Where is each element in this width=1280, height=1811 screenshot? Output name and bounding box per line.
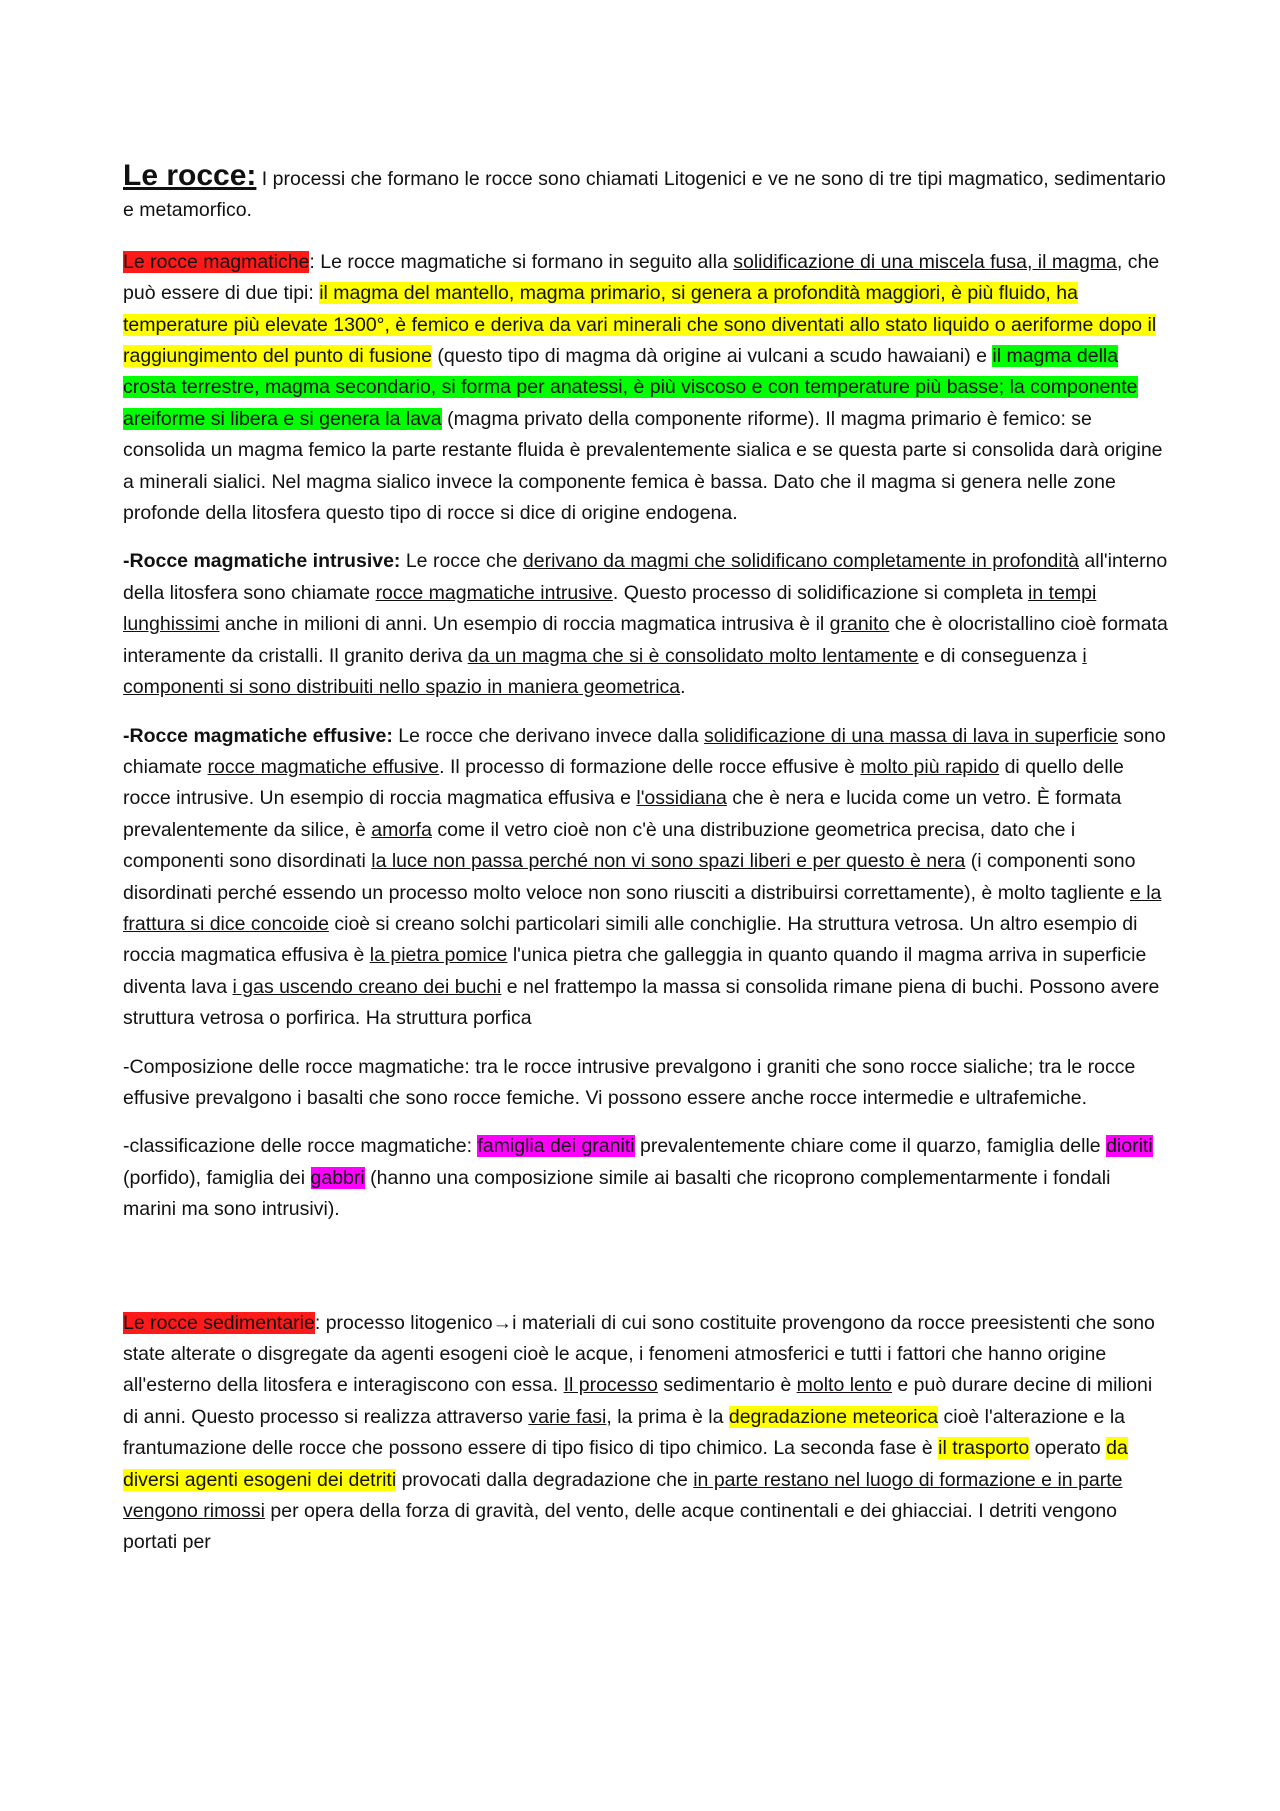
highlighted-text: famiglia dei graniti: [477, 1135, 635, 1158]
intrusive-paragraph: [123, 546, 1168, 703]
text-run: anche in milioni di anni. Un esempio di roccia magmatica intrusiva è il: [219, 613, 830, 636]
text-run: Le rocce che derivano invece dalla: [392, 724, 704, 747]
underlined-text: varie fasi: [528, 1405, 607, 1428]
underlined-text: granito: [829, 613, 890, 636]
text-run: e di conseguenza: [918, 644, 1083, 667]
underlined-text: rocce magmatiche intrusive: [375, 581, 613, 604]
rocce-sedimentarie-paragraph: [123, 1308, 1168, 1559]
text-run: (i componenti sono disordinati perché essendo un processo molto veloce non sono riusciti a distribuirsi correttamente), è molto tagliente: [123, 850, 1136, 904]
text-run: che può essere di due tipi:: [123, 250, 1160, 305]
underlined-text: solidificazione di una miscela fusa, il magma,: [733, 250, 1123, 273]
highlighted-text: degradazione meteorica: [728, 1405, 939, 1428]
text-run: che è olocristallino cioè formata interamente da cristalli. Il granito deriva: [123, 613, 1168, 667]
underlined-text: i componenti si sono distribuiti nello spazio in maniera geometrica: [123, 644, 1087, 699]
text-run: .: [680, 676, 686, 699]
highlighted-text: da diversi agenti esogeni dei detriti: [123, 1437, 1128, 1491]
text-run: e nel frattempo la massa si consolida rimane piena di buchi. Possono avere struttura vetrosa o porfirica. Ha struttura porfica: [123, 975, 1160, 1030]
text-run: . Il processo di formazione delle rocce effusive è: [439, 755, 861, 778]
text-run: (magma privato della componente riforme). Il magma primario è femico: se consolida un magma femico la parte restante fluida è prevalentemente sialica e se questa parte si consolida darà origine a minerali sialici. Nel magma sialico invece la componente femica è bassa. Dato che il magma si genera nelle zone profonde della litosfera questo tipo di rocce si dice di origine endogena.: [123, 407, 1163, 525]
underlined-text: l'ossidiana: [636, 787, 727, 810]
text-run: : processo litogenico→i materiali di cui sono costituite provengono da rocce preesistenti che sono state alterate o disgregate da agenti esogeni cioè le acque, i fenomeni atmosferici e tutti i fattori che hanno origine all'esterno della litosfera e interagiscono con essa.: [123, 1311, 1155, 1397]
text-run: . Questo processo di solidificazione si completa: [612, 581, 1029, 604]
underlined-text: molto lento: [796, 1374, 892, 1397]
text-run: come il vetro cioè non c'è una distribuzione geometrica precisa, dato che i componenti sono disordinati: [123, 818, 1076, 873]
underlined-text: da un magma che si è consolidato molto lentamente: [467, 644, 919, 667]
text-run: che è nera e lucida come un vetro. È formata prevalentemente da silice, è: [123, 787, 1122, 841]
text-run: -classificazione delle rocce magmatiche:: [123, 1135, 478, 1158]
underlined-text: molto più rapido: [860, 755, 1000, 778]
text-run: per opera della forza di gravità, del vento, delle acque continentali e dei ghiacciai. I detriti vengono portati per: [123, 1500, 1118, 1554]
text-run: , la prima è la: [606, 1405, 729, 1428]
text-run: sedimentario è: [657, 1374, 797, 1397]
text-run: cioè l'alterazione e la frantumazione delle rocce che possono essere di tipo fisico di tipo chimico. La seconda fase è: [123, 1405, 1125, 1460]
text-run: prevalentemente chiare come il quarzo, famiglia delle: [634, 1135, 1107, 1158]
text-run: operato: [1029, 1437, 1107, 1460]
highlighted-text: gabbri: [310, 1166, 365, 1189]
text-run: (questo tipo di magma dà origine ai vulcani a scudo hawaiani) e: [431, 345, 993, 368]
text-run: di quello delle rocce intrusive. Un esempio di roccia magmatica effusiva e: [123, 755, 1124, 810]
underlined-text: i gas uscendo creano dei buchi: [232, 975, 502, 998]
spacer: [123, 1243, 1168, 1291]
underlined-text: la luce non passa perché non vi sono spazi liberi e per questo è nera: [371, 850, 966, 873]
highlighted-text: dioriti: [1106, 1135, 1153, 1158]
highlighted-text: Le rocce magmatiche: [123, 250, 310, 273]
composizione-paragraph: [123, 1052, 1168, 1115]
underlined-text: in tempi lunghissimi: [123, 581, 1097, 636]
text-run: sono chiamate: [123, 724, 1166, 778]
text-run: e può durare decine di milioni di anni. Questo processo si realizza attraverso: [123, 1374, 1153, 1428]
text-run: : Le rocce magmatiche si formano in seguito alla: [309, 250, 734, 273]
text-run: -Composizione delle rocce magmatiche: tra le rocce intrusive prevalgono i graniti che sono rocce sialiche; tra le rocce effusive prevalgono i basalti che sono rocce femiche. Vi possono essere anche rocce intermedie e ultrafemiche.: [123, 1055, 1136, 1109]
underlined-text: amorfa: [371, 818, 432, 841]
text-run: I processi che formano le rocce sono chiamati Litogenici e ve ne sono di tre tipi magmatico, sedimentario e metamorfico.: [123, 168, 1166, 222]
text-run: (porfido), famiglia dei: [123, 1166, 311, 1189]
classificazione-paragraph: [123, 1131, 1168, 1225]
text-run: l'unica pietra che galleggia in quanto quando il magma arriva in superficie diventa lava: [123, 944, 1147, 998]
document-body: [123, 160, 1168, 1576]
underlined-text: solidificazione di una massa di lava in superficie: [703, 724, 1119, 747]
underlined-text: derivano da magmi che solidificano completamente in profondità: [522, 550, 1079, 573]
text-run: cioè si creano solchi particolari simili alle conchiglie. Ha struttura vetrosa. Un altro esempio di roccia magmatica effusiva è: [123, 912, 1138, 967]
underlined-text: in parte restano nel luogo di formazione e in parte vengono rimossi: [123, 1468, 1123, 1523]
underlined-text: Il processo: [563, 1374, 658, 1397]
highlighted-text: il trasporto: [938, 1437, 1030, 1460]
highlighted-text: Le rocce sedimentarie: [123, 1311, 315, 1334]
underlined-text: e la frattura si dice concoide: [123, 881, 1162, 935]
highlighted-text: il magma del mantello, magma primario, si genera a profondità maggiori, è più fluido, ha temperature più elevate 1300°, è femico e deriva da vari minerali che sono diventati allo stato liquido o aeriforme dopo il raggiungimento del punto di fusione: [123, 282, 1157, 368]
bold-heading: -Rocce magmatiche intrusive:: [123, 550, 401, 573]
underlined-text: la pietra pomice: [369, 944, 508, 967]
text-run: (hanno una composizione simile ai basalti che ricoprono complementarmente i fondali marini ma sono intrusivi).: [123, 1166, 1111, 1221]
text-run: Le rocce che: [400, 550, 523, 573]
text-run: all'interno della litosfera sono chiamate: [123, 550, 1168, 604]
rocce-magmatiche-paragraph: [123, 247, 1168, 530]
text-run: provocati dalla degradazione che: [396, 1468, 694, 1491]
page-title: Le rocce:: [123, 159, 257, 192]
underlined-text: rocce magmatiche effusive: [207, 755, 440, 778]
highlighted-text: il magma della crosta terrestre, magma secondario, si forma per anatessi, è più viscoso e con temperature più basse; la componente areiforme si libera e si genera la lava: [123, 345, 1138, 430]
effusive-paragraph: [123, 721, 1168, 1035]
bold-heading: -Rocce magmatiche effusive:: [123, 724, 393, 747]
intro-paragraph: [123, 160, 1168, 227]
